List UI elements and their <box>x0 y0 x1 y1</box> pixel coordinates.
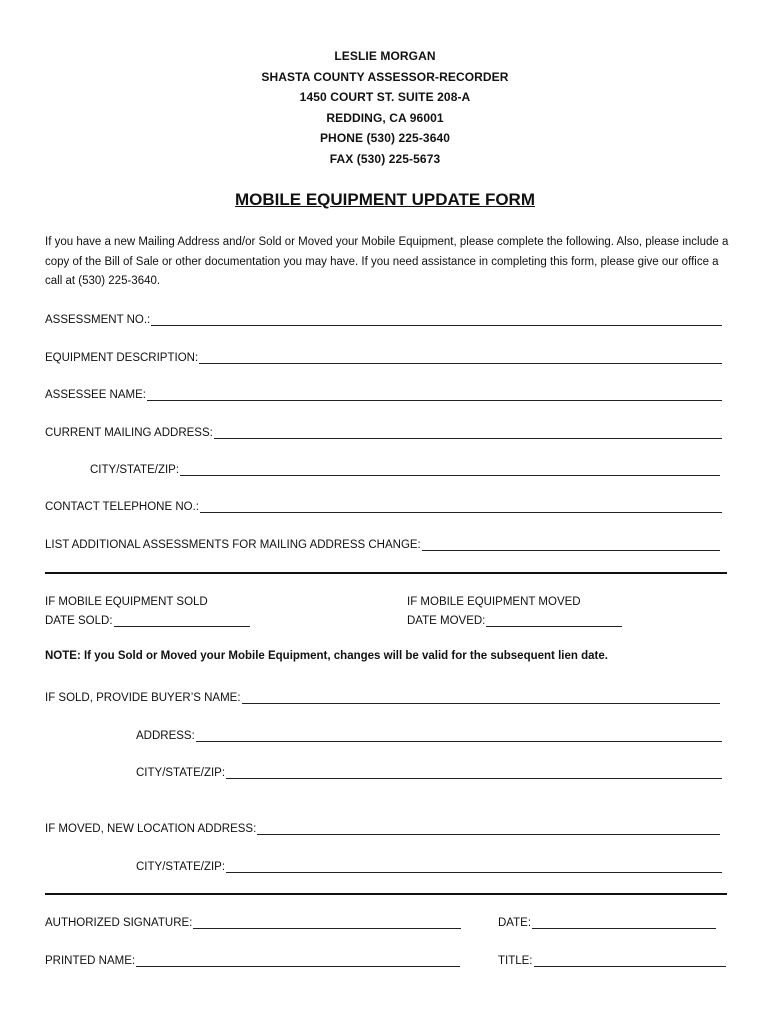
office-phone: PHONE (530) 225-3640 <box>319 131 451 145</box>
assessee-name-label: ASSESSEE NAME: <box>45 389 146 401</box>
section-divider-top <box>45 572 727 574</box>
signature-date-label: DATE: <box>498 917 532 929</box>
authorized-signature-label: AUTHORIZED SIGNATURE: <box>45 917 193 929</box>
assessment-no-line[interactable] <box>151 313 722 326</box>
intro-paragraph: If you have a new Mailing Address and/or Sold or Moved your Mobile Equipment, please complete the following. Also, please include a copy of the Bill of Sale or other documentation you may have. If you need assistance in completing this form, please give our office a call at (530) 225-3640. <box>45 236 729 287</box>
additional-assessments-field[interactable] <box>45 535 720 551</box>
signature-date-line[interactable] <box>532 916 716 929</box>
equipment-description-line[interactable] <box>199 351 722 364</box>
buyer-address-field[interactable] <box>136 726 722 742</box>
office-street: 1450 COURT ST. SUITE 208-A <box>299 90 471 104</box>
assessment-no-label: ASSESSMENT NO.: <box>45 314 151 326</box>
form-title: MOBILE EQUIPMENT UPDATE FORM <box>234 190 535 209</box>
title-field[interactable] <box>498 954 726 967</box>
new-location-line[interactable] <box>257 822 720 835</box>
office-name: SHASTA COUNTY ASSESSOR-RECORDER <box>261 69 509 84</box>
printed-name-label: PRINTED NAME: <box>45 955 136 967</box>
new-location-city-line[interactable] <box>226 860 722 873</box>
office-header <box>0 46 770 169</box>
office-city: REDDING, CA 96001 <box>326 110 444 125</box>
contact-telephone-line[interactable] <box>200 500 722 513</box>
buyer-address-label: ADDRESS: <box>136 730 195 742</box>
signature-date-field[interactable] <box>498 916 716 929</box>
buyer-name-line[interactable] <box>242 691 720 704</box>
new-location-city-field[interactable] <box>136 857 722 873</box>
new-location-field[interactable] <box>45 819 720 835</box>
date-sold-field[interactable] <box>45 614 250 627</box>
assessor-name: LESLIE MORGAN <box>334 49 436 63</box>
equipment-description-field[interactable] <box>45 348 722 364</box>
contact-telephone-field[interactable] <box>45 497 722 513</box>
mailing-city-label: CITY/STATE/ZIP: <box>90 464 180 476</box>
mailing-address-line[interactable] <box>214 426 722 439</box>
title-label: TITLE: <box>498 955 533 967</box>
equipment-description-label: EQUIPMENT DESCRIPTION: <box>45 352 199 364</box>
title-line[interactable] <box>534 954 726 967</box>
mailing-city-line[interactable] <box>180 463 720 476</box>
date-sold-line[interactable] <box>114 614 250 627</box>
new-location-label: IF MOVED, NEW LOCATION ADDRESS: <box>45 823 257 835</box>
moved-heading: IF MOBILE EQUIPMENT MOVED <box>407 596 581 608</box>
mailing-address-label: CURRENT MAILING ADDRESS: <box>45 427 213 439</box>
mailing-city-field[interactable] <box>90 460 720 476</box>
new-location-city-label: CITY/STATE/ZIP: <box>136 861 226 873</box>
buyer-name-label: IF SOLD, PROVIDE BUYER’S NAME: <box>45 692 241 704</box>
mailing-address-field[interactable] <box>45 423 722 439</box>
buyer-city-line[interactable] <box>226 766 722 779</box>
authorized-signature-field[interactable] <box>45 916 461 929</box>
lien-date-note: NOTE: If you Sold or Moved your Mobile Equipment, changes will be valid for the subsequent lien date. <box>45 650 608 662</box>
assessment-no-field[interactable] <box>45 310 722 326</box>
date-sold-label: DATE SOLD: <box>45 615 113 627</box>
authorized-signature-line[interactable] <box>193 916 461 929</box>
office-fax: FAX (530) 225-5673 <box>329 151 441 166</box>
assessee-name-field[interactable] <box>45 385 722 401</box>
section-divider-bottom <box>45 893 727 895</box>
assessee-name-line[interactable] <box>147 388 722 401</box>
date-moved-line[interactable] <box>486 614 622 627</box>
additional-assessments-label: LIST ADDITIONAL ASSESSMENTS FOR MAILING ADDRESS CHANGE: <box>45 539 421 551</box>
buyer-city-label: CITY/STATE/ZIP: <box>136 767 226 779</box>
date-moved-field[interactable] <box>407 614 622 627</box>
additional-assessments-line[interactable] <box>422 538 720 551</box>
buyer-address-line[interactable] <box>196 729 722 742</box>
buyer-name-field[interactable] <box>45 688 720 704</box>
contact-telephone-label: CONTACT TELEPHONE NO.: <box>45 501 199 513</box>
date-moved-label: DATE MOVED: <box>407 615 486 627</box>
buyer-city-field[interactable] <box>136 763 722 779</box>
sold-heading: IF MOBILE EQUIPMENT SOLD <box>45 596 208 608</box>
printed-name-line[interactable] <box>136 954 460 967</box>
printed-name-field[interactable] <box>45 954 460 967</box>
